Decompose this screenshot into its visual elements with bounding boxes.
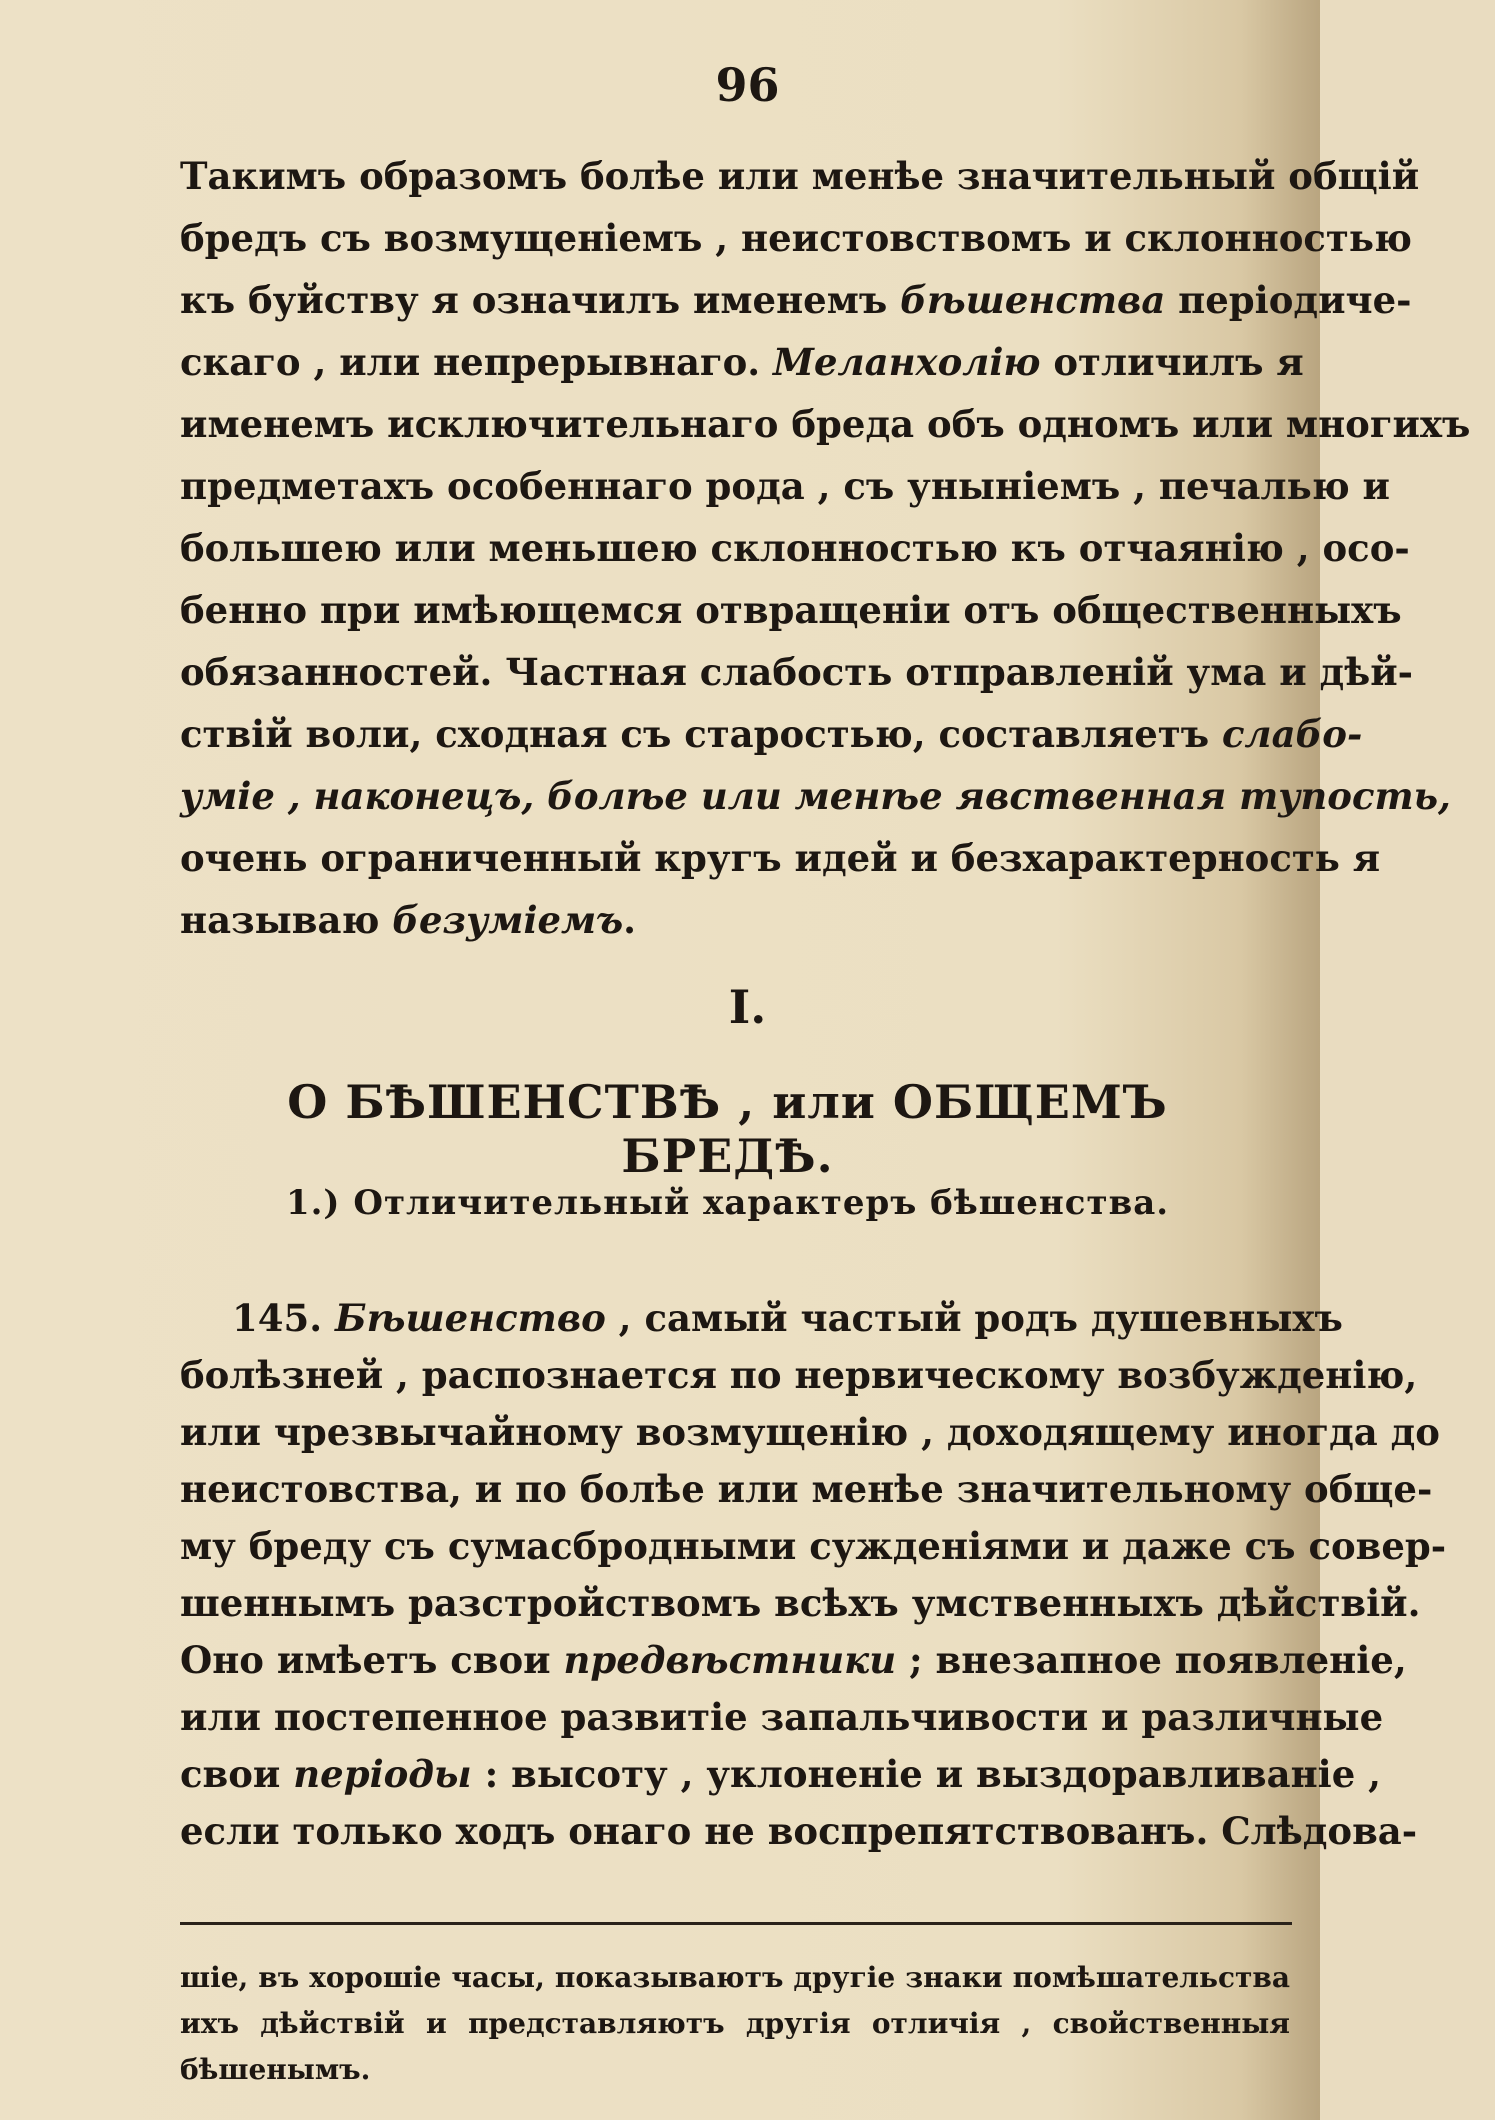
page-number: 96 — [715, 58, 780, 112]
footnote-line: шіе, въ хорошіе часы, показываютъ другіе знаки помѣшательства — [180, 1961, 1290, 1994]
text-line: свои періоды : высоту , уклоненіе и выздоравливаніе , — [180, 1752, 1382, 1796]
term-periods: періоды — [293, 1752, 472, 1796]
text-line: или чрезвычайному возмущенію , доходящему иногда до — [180, 1410, 1440, 1454]
text-line: бредъ съ возмущеніемъ , неистовствомъ и склонностью — [180, 216, 1412, 260]
text-line — [180, 765, 1451, 827]
text-line: если только ходъ онаго не воспрепятствованъ. Слѣдова- — [180, 1809, 1418, 1853]
text-line: шеннымъ разстройствомъ всѣхъ умственныхъ дѣйствій. — [180, 1581, 1421, 1625]
paragraph-number: 145. — [232, 1296, 323, 1340]
text-line: къ буйству я означилъ именемъ бѣшенства періодиче- — [180, 278, 1412, 322]
text-line: именемъ исключительнаго бреда объ одномъ или многихъ — [180, 402, 1471, 446]
footnote-line: бѣшенымъ. — [180, 2053, 371, 2086]
text-line: обязанностей. Частная слабость отправленій ума и дѣй- — [180, 650, 1414, 694]
text-line: называю безуміемъ. — [180, 898, 637, 942]
footnote — [180, 1955, 1290, 2093]
text-line: скаго , или непрерывнаго. Меланхолію отличилъ я — [180, 340, 1304, 384]
text-line: большею или меньшею склонностью къ отчаянію , осо- — [180, 526, 1410, 570]
intro-paragraph — [180, 145, 1471, 951]
text-line: Такимъ образомъ болѣе или менѣе значительный общій — [180, 154, 1420, 198]
chapter-title: О БѢШЕНСТВѢ , или ОБЩЕМЪ БРЕДѢ. — [287, 1075, 1168, 1183]
text-line: предметахъ особеннаго рода , съ уныніемъ , печалью и — [180, 464, 1390, 508]
text-line: 145. Бѣшенство , самый частый родъ душевныхъ — [232, 1296, 1343, 1340]
term-dementia-part2: умie , наконецъ, болѣе или менѣе явственная тупость, — [180, 774, 1451, 818]
text-line: неистовства, и по болѣе или менѣе значительному обще- — [180, 1467, 1433, 1511]
footnote-line: ихъ дѣйствій и представляютъ другія отличія , свойственныя — [180, 2007, 1290, 2040]
term-rabies: Бѣшенство — [335, 1296, 606, 1340]
footnote-divider — [180, 1922, 1292, 1925]
term-dementia-part1: слабо- — [1221, 712, 1363, 756]
text-line: му бреду съ сумасбродными сужденіями и даже съ совер- — [180, 1524, 1447, 1568]
subsection-title: 1.) Отличительный характеръ бѣшенства. — [285, 1183, 1170, 1223]
text-line: ствій воли, сходная съ старостью, составляетъ слабо- — [180, 712, 1363, 756]
text-line: Оно имѣетъ свои предвѣстники ; внезапное появленіе, — [180, 1638, 1407, 1682]
term-melancholy: Меланхолію — [773, 340, 1041, 384]
term-madness: безуміемъ — [392, 898, 624, 942]
term-precursors: предвѣстники — [563, 1638, 897, 1682]
text-line: болѣзней , распознается по нервическому возбужденію, — [180, 1353, 1418, 1397]
term-rabies: бѣшенства — [900, 278, 1166, 322]
text-line: или постепенное развитіе запальчивости и различные — [180, 1695, 1384, 1739]
section-number: I. — [728, 980, 767, 1034]
paragraph-145 — [180, 1290, 1447, 1860]
text-line: очень ограниченный кругъ идей и безхарактерность я — [180, 836, 1381, 880]
text-line: бенно при имѣющемся отвращеніи отъ общественныхъ — [180, 588, 1402, 632]
